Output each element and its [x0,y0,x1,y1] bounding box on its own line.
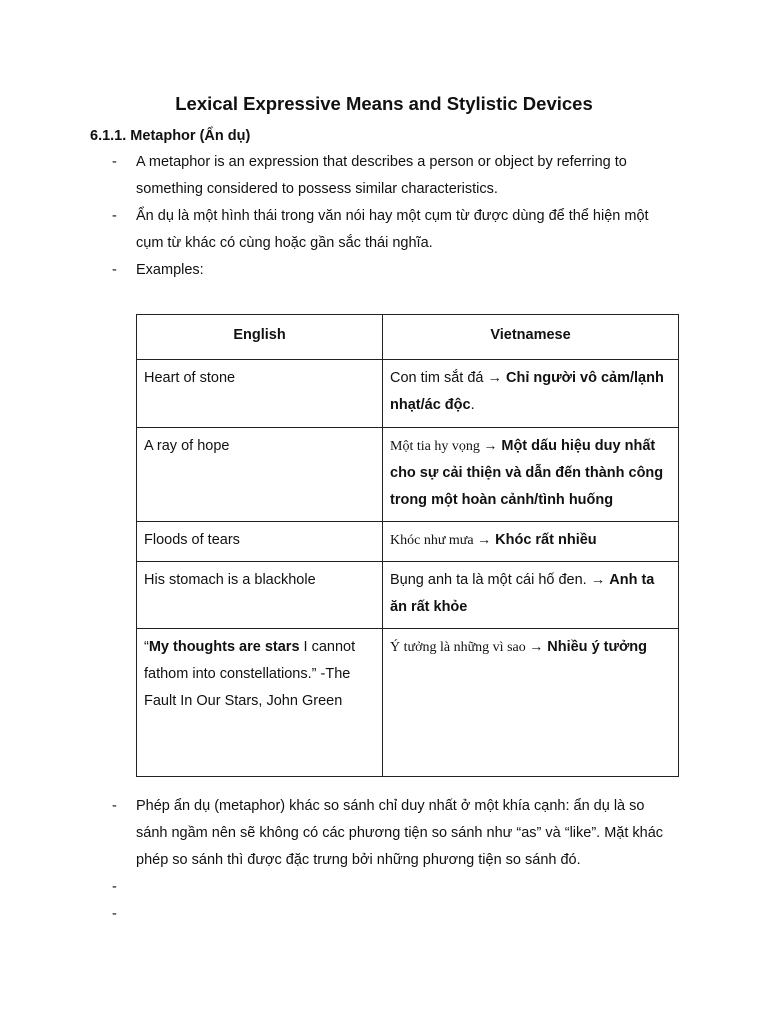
bullet-marker: - [112,906,117,922]
list-item [112,257,672,284]
vietnamese-cell [383,562,679,629]
vietnamese-meaning: Khóc rất nhiều [495,532,597,548]
english-cell: Floods of tears [137,522,383,562]
vietnamese-meaning: Chỉ người vô cảm/lạnh nhạt/ác độc [390,370,664,413]
list-item [112,203,672,257]
table-row [137,522,679,562]
vietnamese-phrase: Một tia hy vọng → [390,439,498,454]
examples-table [136,314,679,777]
english-cell: A ray of hope [137,428,383,522]
table-row [137,562,679,629]
vietnamese-cell [383,360,679,428]
list-item [112,874,672,901]
list-item [112,901,672,928]
english-cell [137,629,383,777]
column-header-english: English [137,315,383,360]
vietnamese-phrase: Ý tưởng là những vì sao → [390,640,544,655]
table-row [137,629,679,777]
column-header-vietnamese: Vietnamese [383,315,679,360]
vietnamese-meaning: Anh ta ăn rất khỏe [390,572,655,615]
vietnamese-tail: . [470,397,475,413]
vietnamese-cell [383,522,679,562]
vietnamese-cell [383,629,679,777]
vietnamese-phrase: Bụng anh ta là một cái hố đen. → [390,572,606,588]
english-cell: Heart of stone [137,360,383,428]
table-row [137,360,679,428]
vietnamese-meaning: Một dấu hiệu duy nhất cho sự cải thiện và dẫn đến thành công trong một hoàn cảnh/tình huống [390,438,664,508]
bullet-text: A metaphor is an expression that describes a person or object by referring to something considered to possess similar characteristics. [136,154,627,197]
bullet-marker: - [112,879,117,895]
bullet-list-bottom [112,793,672,928]
table-header-row [137,315,679,360]
table-row [137,428,679,522]
list-item [112,149,672,203]
quote-rest: I cannot fathom into constellations.” -The Fault In Our Stars, John Green [144,639,356,709]
page-title: Lexical Expressive Means and Stylistic Devices [175,93,593,114]
bullet-text: Ẩn dụ là một hình thái trong văn nói hay một cụm từ được dùng để thể hiện một cụm từ khác có cùng hoặc gần sắc thái nghĩa. [136,208,649,251]
bullet-marker: - [112,208,117,224]
vietnamese-meaning: Nhiều ý tưởng [547,639,648,655]
vietnamese-phrase: Khóc như mưa → [390,533,492,548]
bullet-marker: - [112,262,117,278]
bullet-text: Phép ẩn dụ (metaphor) khác so sánh chỉ duy nhất ở một khía cạnh: ẩn dụ là so sánh ngầm nên sẽ không có các phương tiện so sánh như “as” và “like”. Mặt khác phép so sánh thì được đặc trưng bởi những phương tiện so sánh đó. [136,798,664,868]
bullet-marker: - [112,798,117,814]
vietnamese-cell [383,428,679,522]
list-item [112,793,672,874]
section-heading: 6.1.1. Metaphor (Ẩn dụ) [90,128,251,144]
quote-bold: My thoughts are stars [148,639,300,655]
vietnamese-phrase: Con tim sắt đá → [390,370,503,386]
english-cell: His stomach is a blackhole [137,562,383,629]
bullet-text: Examples: [136,262,204,278]
bullet-list-top [112,149,672,284]
bullet-marker: - [112,154,117,170]
quote-open: “ [144,639,149,655]
